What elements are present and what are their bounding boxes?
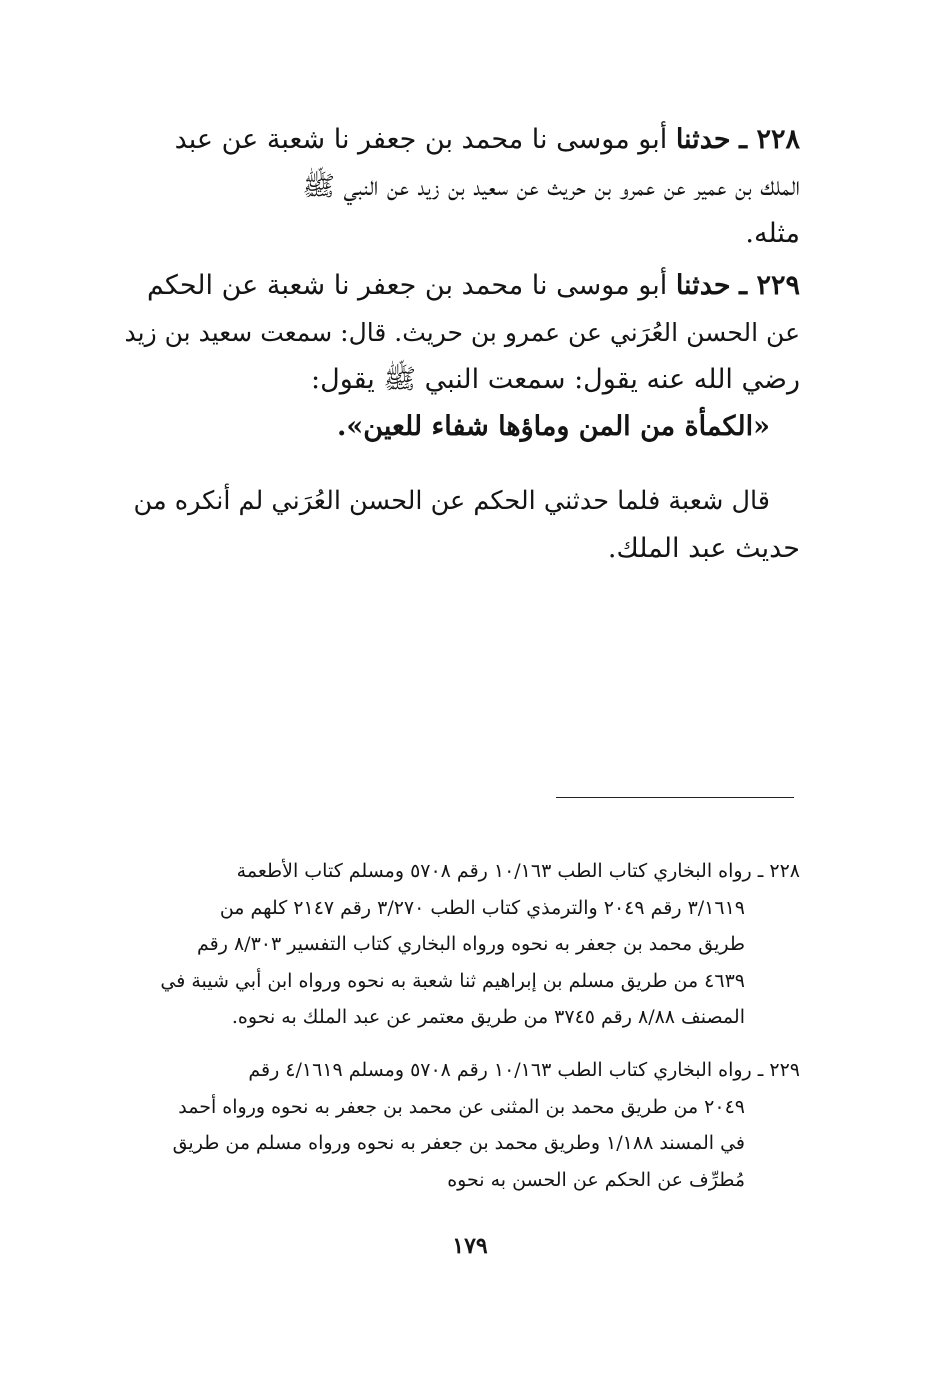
- footnote-228-line-2: ٣/١٦١٩ رقم ٢٠٤٩ والترمذي كتاب الطب ٣/٢٧٠ رقم ٢١٤٧ كلهم من: [219, 896, 745, 919]
- footnote-228-line-4: ٤٦٣٩ من طريق مسلم بن إبراهيم ثنا شعبة به نحوه ورواه ابن أبي شيبة في: [160, 969, 745, 992]
- footnote-229-line-2: ٢٠٤٩ من طريق محمد بن المثنى عن محمد بن جعفر به نحوه ورواه أحمد: [178, 1095, 745, 1118]
- hadith-228-line-1-text: أبو موسى نا محمد بن جعفر نا شعبة عن عبد: [174, 124, 668, 155]
- hadith-228-keyword: حدثنا: [675, 124, 731, 155]
- shuba-note-line-1: قال شعبة فلما حدثني الحكم عن الحسن العُرَني لم أنكره من: [133, 486, 770, 516]
- footnote-228-line-1: ٢٢٨ ـ رواه البخاري كتاب الطب ١٠/١٦٣ رقم ٥٧٠٨ ومسلم كتاب الأطعمة: [236, 860, 800, 882]
- hadith-228-line-1: [125, 116, 800, 163]
- hadith-228-line-3: مثله.: [745, 218, 800, 249]
- footnote-separator: [556, 797, 794, 798]
- page-number: ١٧٩: [452, 1233, 488, 1259]
- footnote-229-line-4: مُطرِّف عن الحكم عن الحسن به نحوه: [447, 1168, 745, 1191]
- hadith-229-line-1-text: أبو موسى نا محمد بن جعفر نا شعبة عن الحكم: [147, 270, 668, 301]
- hadith-229: [125, 262, 800, 450]
- hadith-229-number: ٢٢٩ ـ: [739, 270, 800, 301]
- hadith-229-line-2: عن الحسن العُرَني عن عمرو بن حريث. قال: سمعت سعيد بن زيد: [124, 318, 800, 347]
- footnote-229: [125, 1052, 800, 1198]
- hadith-229-keyword: حدثنا: [675, 270, 731, 301]
- hadith-228-number: ٢٢٨ ـ: [739, 124, 800, 155]
- footnote-228-line-3: طريق محمد بن جعفر به نحوه ورواه البخاري كتاب التفسير ٨/٣٠٣ رقم: [197, 933, 745, 955]
- hadith-228-line-2: الملك بن عمير عن عمرو بن حريث عن سعيد بن زيد عن النبي ﷺ: [302, 171, 800, 202]
- footnote-228: [125, 853, 800, 1036]
- footnote-228-line-5: المصنف ٨/٨٨ رقم ٣٧٤٥ من طريق معتمر عن عبد الملك به نحوه.: [231, 1006, 745, 1028]
- footnote-229-line-1: ٢٢٩ ـ رواه البخاري كتاب الطب ١٠/١٦٣ رقم ٥٧٠٨ ومسلم ٤/١٦١٩ رقم: [248, 1059, 800, 1081]
- hadith-229-line-1: [125, 262, 800, 309]
- shuba-note-line-2: حديث عبد الملك.: [607, 533, 800, 564]
- hadith-229-line-3: رضي الله عنه يقول: سمعت النبي ﷺ يقول:: [310, 364, 800, 395]
- hadith-229-quote: «الكمأة من المن وماؤها شفاء للعين».: [336, 411, 770, 442]
- footnote-229-line-3: في المسند ١/١٨٨ وطريق محمد بن جعفر به نحوه ورواه مسلم من طريق: [172, 1132, 745, 1154]
- shuba-note: [125, 478, 800, 572]
- hadith-228: [125, 116, 800, 257]
